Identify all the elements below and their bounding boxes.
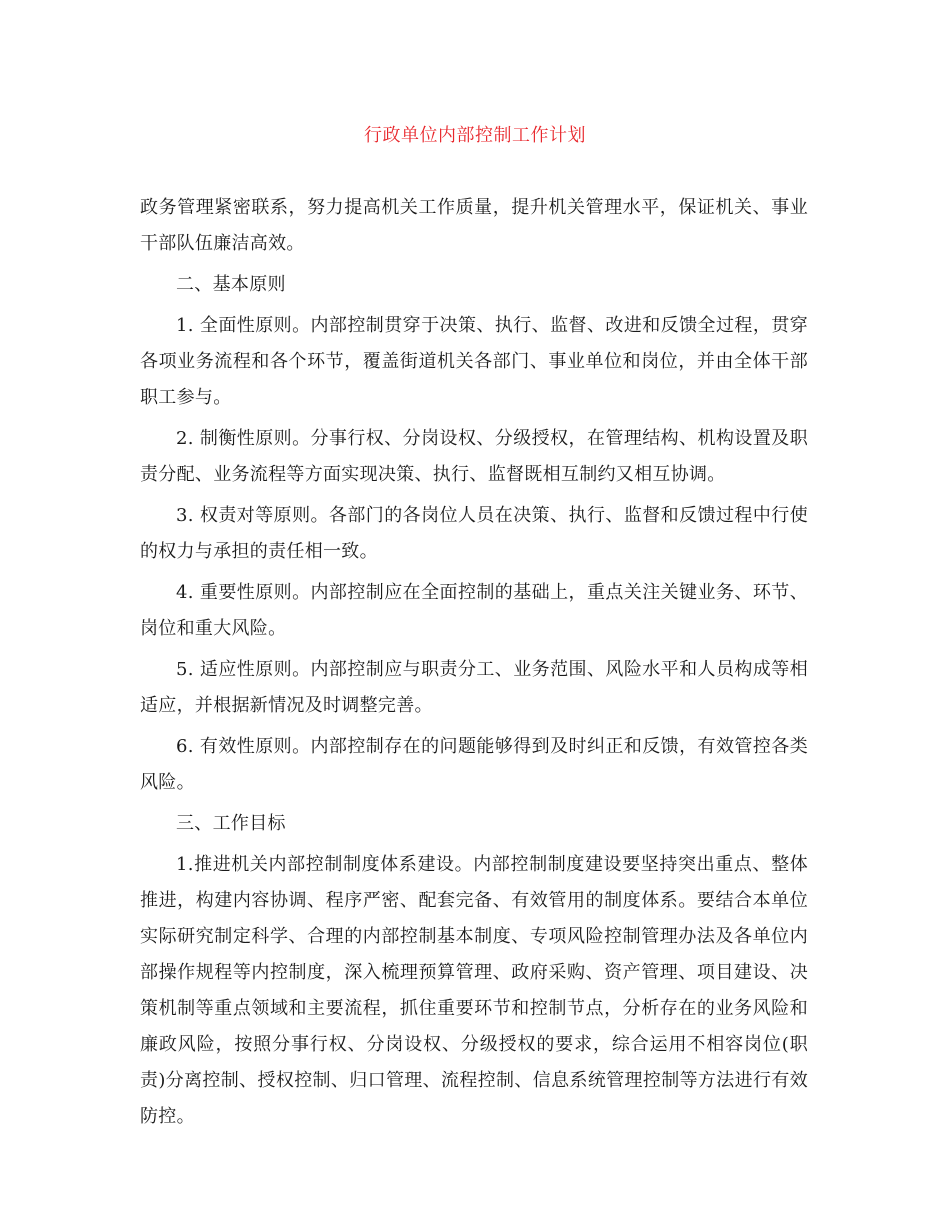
paragraph: 5. 适应性原则。内部控制应与职责分工、业务范围、风险水平和人员构成等相适应，并根据新情况及时调整完善。: [140, 659, 808, 716]
section-heading: 二、基本原则: [176, 274, 286, 295]
document-title: 行政单位内部控制工作计划: [364, 125, 586, 146]
paragraph: 4. 重要性原则。内部控制应在全面控制的基础上，重点关注关键业务、环节、岗位和重大风险。: [140, 582, 808, 639]
paragraph: 2. 制衡性原则。分事行权、分岗设权、分级授权，在管理结构、机构设置及职责分配、业务流程等方面实现决策、执行、监督既相互制约又相互协调。: [140, 428, 808, 485]
paragraph: 6. 有效性原则。内部控制存在的问题能够得到及时纠正和反馈，有效管控各类风险。: [140, 736, 808, 793]
paragraph: 政务管理紧密联系，努力提高机关工作质量，提升机关管理水平，保证机关、事业干部队伍廉洁高效。: [140, 197, 808, 254]
paragraph: 1.推进机关内部控制制度体系建设。内部控制制度建设要坚持突出重点、整体推进，构建内容协调、程序严密、配套完备、有效管用的制度体系。要结合本单位实际研究制定科学、合理的内部控制基本制度、专项风险控制管理办法及各单位内部操作规程等内控制度，深入梳理预算管理、政府采购、资产管理、项目建设、决策机制等重点领域和主要流程，抓住重要环节和控制节点，分析存在的业务风险和廉政风险，按照分事行权、分岗设权、分级授权的要求，综合运用不相容岗位(职责)分离控制、授权控制、归口管理、流程控制、信息系统管理控制等方法进行有效防控。: [140, 854, 808, 1127]
paragraph: 1. 全面性原则。内部控制贯穿于决策、执行、监督、改进和反馈全过程，贯穿各项业务流程和各个环节，覆盖街道机关各部门、事业单位和岗位，并由全体干部职工参与。: [140, 315, 808, 408]
document-body: [140, 190, 808, 1140]
paragraph: 3. 权责对等原则。各部门的各岗位人员在决策、执行、监督和反馈过程中行使的权力与承担的责任相一致。: [140, 505, 808, 562]
section-heading: 三、工作目标: [176, 813, 286, 834]
